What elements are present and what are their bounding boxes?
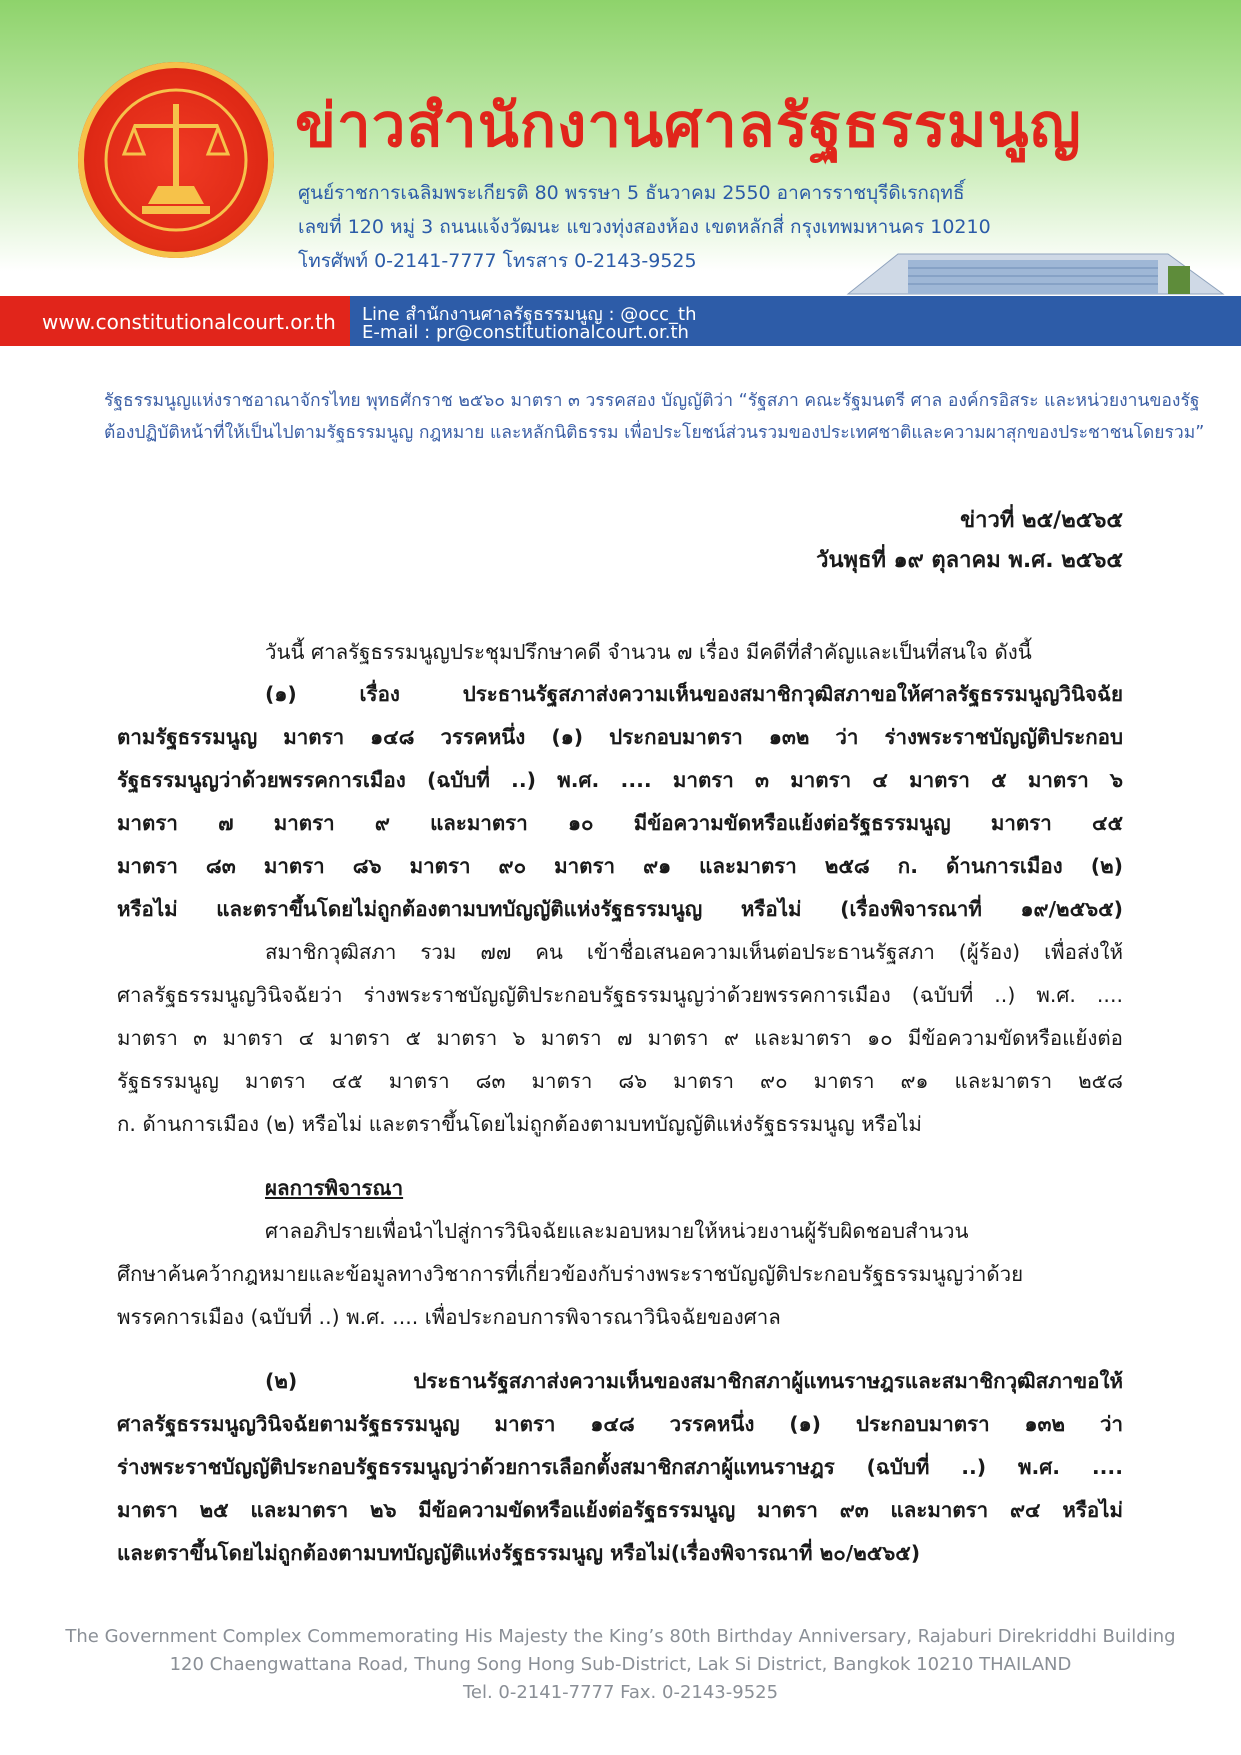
website-link[interactable]: www.constitutionalcourt.or.th [42,310,336,334]
case1-heading-line: หรือไม่ และตราขึ้นโดยไม่ถูกต้องตามบทบัญญัติแห่งรัฐธรรมนูญ หรือไม่ (เรื่องพิจารณาที่ ๑๙/๒๕๖๕) [117,897,1123,921]
line-contact: Line สำนักงานศาลรัฐธรรมนูญ : @occ_th [362,304,697,325]
address-line-1: ศูนย์ราชการเฉลิมพระเกียรติ 80 พรรษา 5 ธันวาคม 2550 อาคารราชบุรีดิเรกฤทธิ์ [298,182,965,204]
case1-heading-line: ตามรัฐธรรมนูญ มาตรา ๑๔๘ วรรคหนึ่ง (๑) ประกอบมาตรา ๑๓๒ ว่า ร่างพระราชบัญญัติประกอบ [117,725,1123,749]
case1-text-line: สมาชิกวุฒิสภา รวม ๗๗ คน เข้าชื่อเสนอความเห็นต่อประธานรัฐสภา (ผู้ร้อง) เพื่อส่งให้ [265,940,1123,964]
page-title: ข่าวสำนักงานศาลรัฐธรรมนูญ [295,91,1082,161]
case2-heading-line: มาตรา ๒๕ และมาตรา ๒๖ มีข้อความขัดหรือแย้งต่อรัฐธรรมนูญ มาตรา ๙๓ และมาตรา ๙๔ หรือไม่ [117,1498,1123,1522]
phone-fax-line: โทรศัพท์ 0-2141-7777 โทรสาร 0-2143-9525 [298,250,697,272]
result-text-line: พรรคการเมือง (ฉบับที่ ..) พ.ศ. .... เพื่อประกอบการพิจารณาวินิจฉัยของศาล [117,1305,781,1329]
result-text-line: ศึกษาค้นคว้ากฎหมายและข้อมูลทางวิชาการที่เกี่ยวข้องกับร่างพระราชบัญญัติประกอบรัฐธรรมนูญว่าด้วย [117,1262,1024,1286]
case2-heading-line: และตราขึ้นโดยไม่ถูกต้องตามบทบัญญัติแห่งรัฐธรรมนูญ หรือไม่(เรื่องพิจารณาที่ ๒๐/๒๕๖๕) [117,1541,921,1565]
result-text-line: ศาลอภิปรายเพื่อนำไปสู่การวินิจฉัยและมอบหมายให้หน่วยงานผู้รับผิดชอบสำนวน [265,1219,969,1243]
footer-contact-line: Tel. 0-2141-7777 Fax. 0-2143-9525 [462,1682,779,1703]
case2-heading-line: ศาลรัฐธรรมนูญวินิจฉัยตามรัฐธรรมนูญ มาตรา ๑๔๘ วรรคหนึ่ง (๑) ประกอบมาตรา ๑๓๒ ว่า [117,1412,1123,1436]
case1-heading-line: รัฐธรรมนูญว่าด้วยพรรคการเมือง (ฉบับที่ ..) พ.ศ. .... มาตรา ๓ มาตรา ๔ มาตรา ๕ มาตรา ๖ [117,768,1123,792]
case1-heading-line: มาตรา ๗ มาตรา ๙ และมาตรา ๑๐ มีข้อความขัดหรือแย้งต่อรัฐธรรมนูญ มาตรา ๔๕ [117,811,1123,835]
footer-address-line-2: 120 Chaengwattana Road, Thung Song Hong Sub-District, Lak Si District, Bangkok 10210 THAILAND [169,1654,1072,1675]
case1-heading-line: มาตรา ๘๓ มาตรา ๘๖ มาตรา ๙๐ มาตรา ๙๑ และมาตรา ๒๕๘ ก. ด้านการเมือง (๒) [117,854,1123,878]
case2-heading-line: (๒) ประธานรัฐสภาส่งความเห็นของสมาชิกสภาผู้แทนราษฎรและสมาชิกวุฒิสภาขอให้ [265,1369,1123,1393]
footer-address-line-1: The Government Complex Commemorating His Majesty the King’s 80th Birthday Anniversary, Rajaburi Direkriddhi Building [65,1626,1176,1647]
constitution-quote-line-2: ต้องปฏิบัติหน้าที่ให้เป็นไปตามรัฐธรรมนูญ กฎหมาย และหลักนิติธรรม เพื่อประโยชน์ส่วนรวมของประเทศชาติและความผาสุกของประชาชนโดยรวม” [104,423,1205,443]
case1-text-line: มาตรา ๓ มาตรา ๔ มาตรา ๕ มาตรา ๖ มาตรา ๗ มาตรา ๙ และมาตรา ๑๐ มีข้อความขัดหรือแย้งต่อ [117,1026,1123,1050]
constitution-quote-line-1: รัฐธรรมนูญแห่งราชอาณาจักรไทย พุทธศักราช ๒๕๖๐ มาตรา ๓ วรรคสอง บัญญัติว่า “รัฐสภา คณะรัฐมนตรี ศาล องค์กรอิสระ และหน่วยงานของรัฐ [104,391,1200,411]
result-heading: ผลการพิจารณา [265,1176,404,1200]
case1-text-line: ศาลรัฐธรรมนูญวินิจฉัยว่า ร่างพระราชบัญญัติประกอบรัฐธรรมนูญว่าด้วยพรรคการเมือง (ฉบับที่ ..) พ.ศ. .... [117,983,1123,1007]
news-date: วันพุธที่ ๑๙ ตุลาคม พ.ศ. ๒๕๖๕ [816,548,1123,573]
case2-heading-line: ร่างพระราชบัญญัติประกอบรัฐธรรมนูญว่าด้วยการเลือกตั้งสมาชิกสภาผู้แทนราษฎร (ฉบับที่ ..) พ.ศ. .... [117,1455,1123,1479]
email-contact[interactable]: E-mail : pr@constitutionalcourt.or.th [362,322,689,343]
news-number: ข่าวที่ ๒๕/๒๕๖๕ [960,508,1123,533]
court-seal-logo [78,62,274,258]
case1-heading-line: (๑) เรื่อง ประธานรัฐสภาส่งความเห็นของสมาชิกวุฒิสภาขอให้ศาลรัฐธรรมนูญวินิจฉัย [265,682,1123,706]
intro-paragraph: วันนี้ ศาลรัฐธรรมนูญประชุมปรึกษาคดี จำนวน ๗ เรื่อง มีคดีที่สำคัญและเป็นที่สนใจ ดังนี้ [265,640,1032,664]
building-illustration [838,246,1228,300]
address-line-2: เลขที่ 120 หมู่ 3 ถนนแจ้งวัฒนะ แขวงทุ่งสองห้อง เขตหลักสี่ กรุงเทพมหานคร 10210 [298,216,991,238]
case1-text-line: รัฐธรรมนูญ มาตรา ๔๕ มาตรา ๘๓ มาตรา ๘๖ มาตรา ๙๐ มาตรา ๙๑ และมาตรา ๒๕๘ [117,1069,1123,1093]
case1-text-line: ก. ด้านการเมือง (๒) หรือไม่ และตราขึ้นโดยไม่ถูกต้องตามบทบัญญัติแห่งรัฐธรรมนูญ หรือไม่ [117,1112,922,1136]
